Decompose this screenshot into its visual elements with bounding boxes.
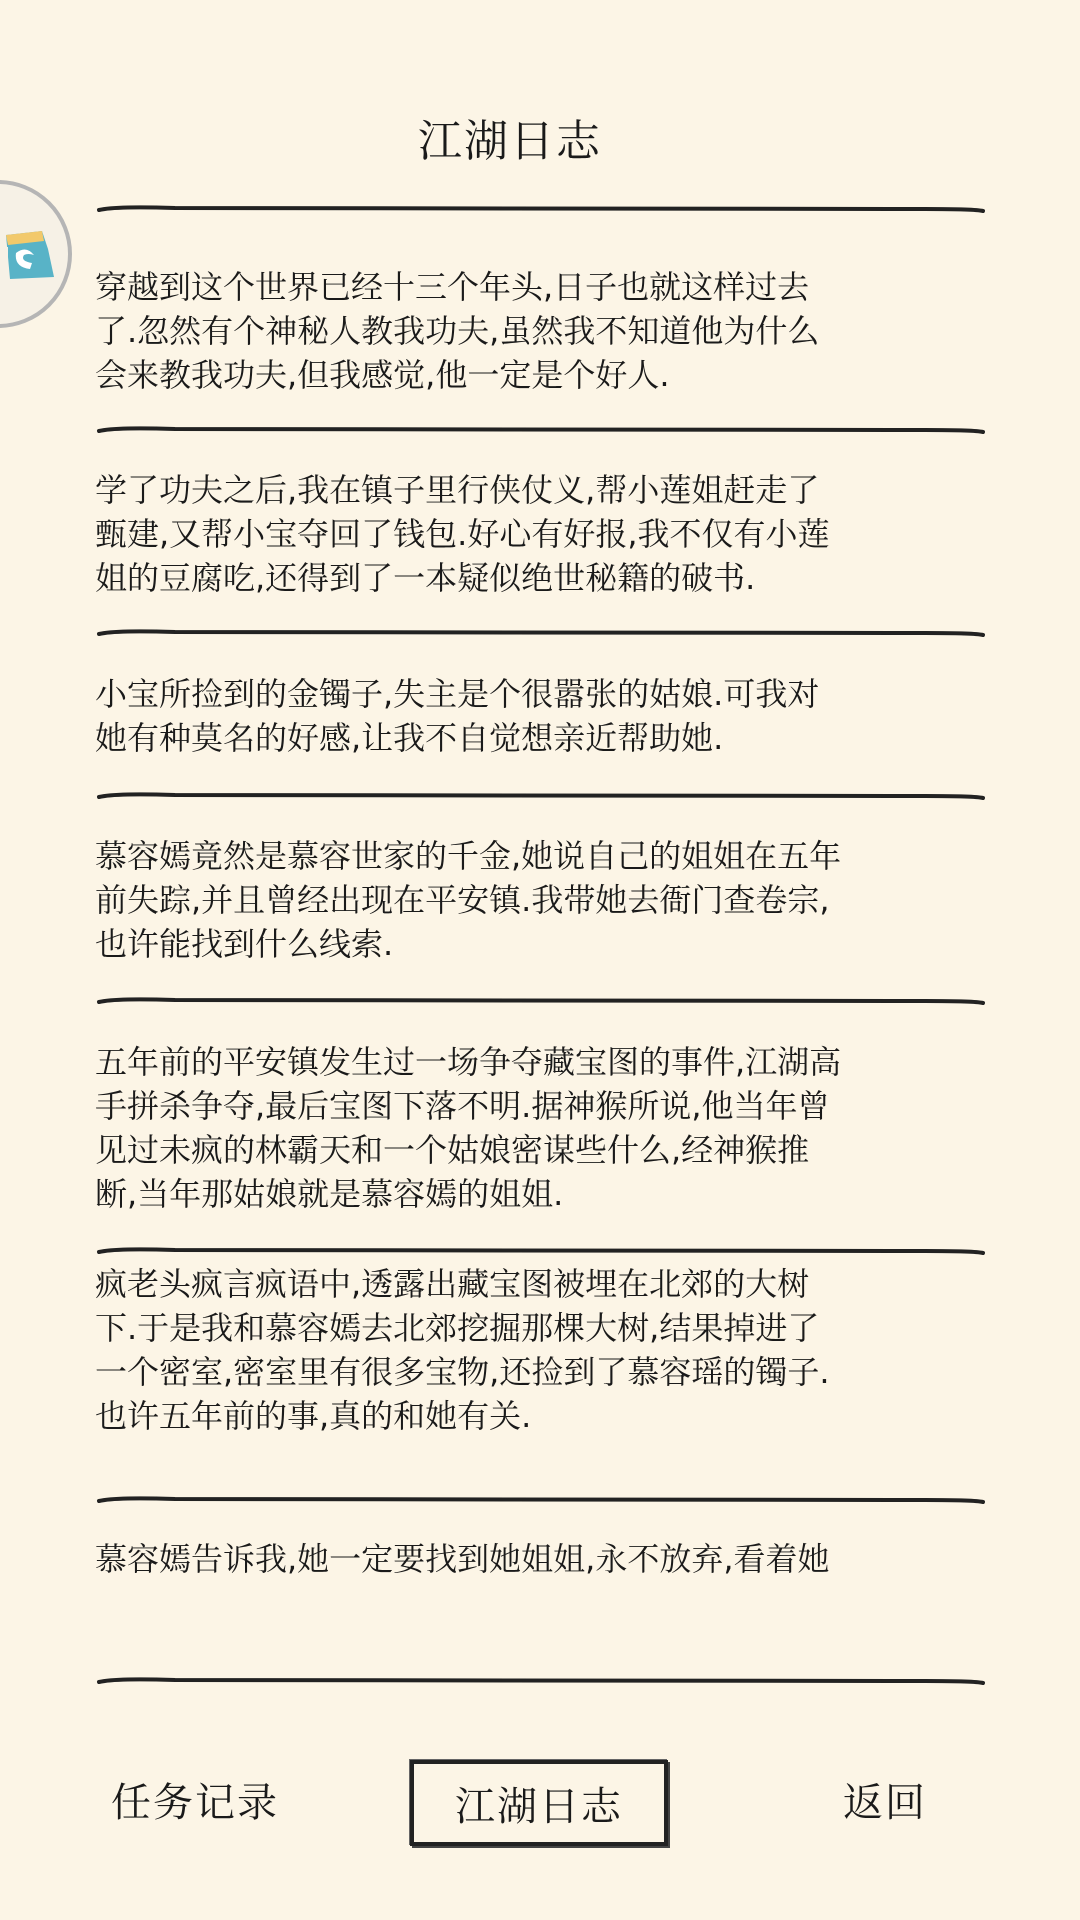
tab-journal[interactable]: 江湖日志	[410, 1760, 668, 1846]
app-icon	[0, 229, 58, 289]
journal-entry: 慕容嫣竟然是慕容世家的千金,她说自己的姐姐在五年 前失踪,并且曾经出现在平安镇.我带她去衙门查卷宗, 也许能找到什么线索.	[95, 837, 842, 963]
divider	[95, 627, 987, 641]
page-title: 江湖日志	[418, 116, 602, 167]
journal-entry: 慕容嫣告诉我,她一定要找到她姐姐,永不放弃,看着她	[95, 1540, 830, 1578]
divider	[95, 790, 987, 804]
journal-entry: 学了功夫之后,我在镇子里行侠仗义,帮小莲姐赶走了 甄建,又帮小宝夺回了钱包.好心有好报,我不仅有小莲 姐的豆腐吃,还得到了一本疑似绝世秘籍的破书.	[95, 471, 830, 597]
divider	[95, 203, 987, 217]
journal-entry: 疯老头疯言疯语中,透露出藏宝图被埋在北郊的大树 下.于是我和慕容嫣去北郊挖掘那棵大树,结果掉进了 一个密室,密室里有很多宝物,还捡到了慕容瑶的镯子. 也许五年前的事,真的和她有关.	[95, 1265, 830, 1435]
bottom-nav	[0, 1760, 1080, 1846]
divider	[95, 424, 987, 438]
divider	[95, 1245, 987, 1259]
back-button[interactable]: 返回	[843, 1780, 927, 1826]
tab-tasks[interactable]: 任务记录	[111, 1780, 279, 1826]
divider	[95, 1675, 987, 1689]
journal-entry: 穿越到这个世界已经十三个年头,日子也就这样过去 了.忽然有个神秘人教我功夫,虽然我不知道他为什么 会来教我功夫,但我感觉,他一定是个好人.	[95, 268, 820, 394]
floating-assistant-button[interactable]	[0, 180, 72, 328]
journal-entry: 五年前的平安镇发生过一场争夺藏宝图的事件,江湖高 手拼杀争夺,最后宝图下落不明.据神猴所说,他当年曾 见过未疯的林霸天和一个姑娘密谋些什么,经神猴推 断,当年那姑娘就是慕容嫣的姐姐.	[95, 1043, 842, 1213]
journal-entry: 小宝所捡到的金镯子,失主是个很嚣张的姑娘.可我对 她有种莫名的好感,让我不自觉想亲近帮助她.	[95, 675, 820, 757]
divider	[95, 995, 987, 1009]
divider	[95, 1494, 987, 1508]
